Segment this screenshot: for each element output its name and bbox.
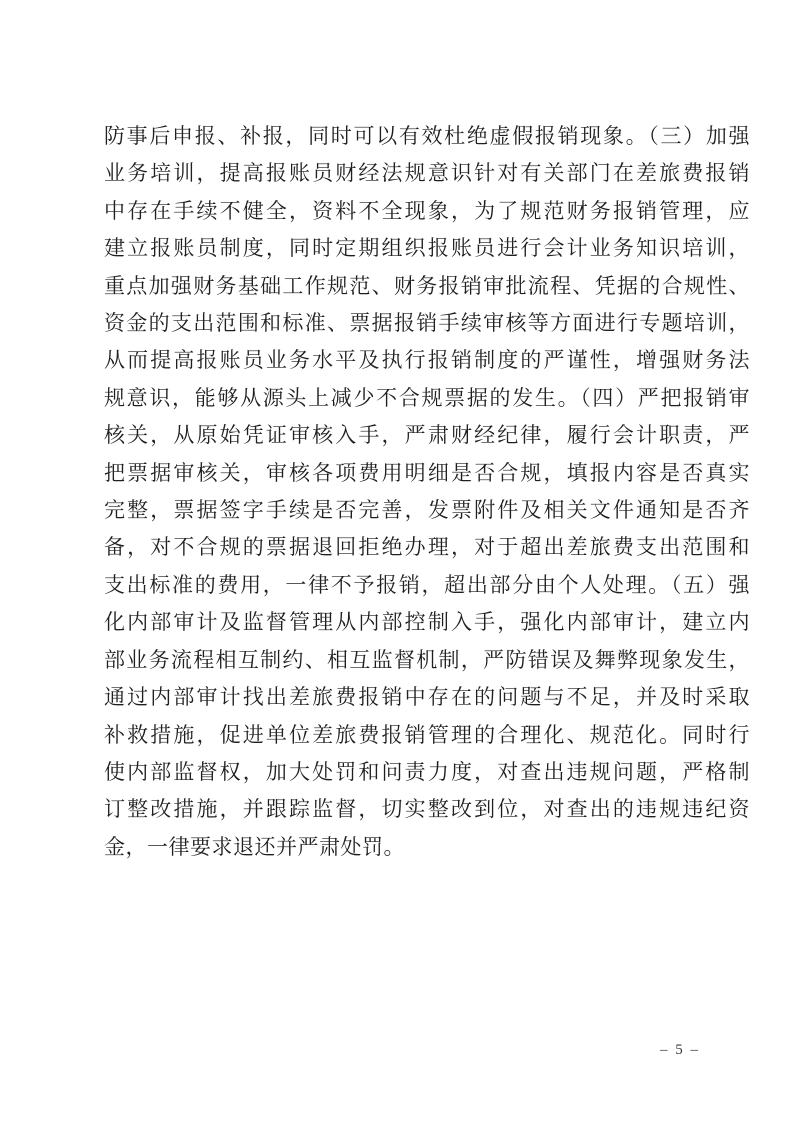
text-line: 完整，票据签字手续是否完善，发票附件及相关文件通知是否齐 (104, 498, 750, 523)
text-line: 从而提高报账员业务水平及执行报销制度的严谨性，增强财务法 (104, 348, 750, 373)
text-line: 把票据审核关，审核各项费用明细是否合规，填报内容是否真实 (104, 460, 750, 485)
text-line: 资金的支出范围和标准、票据报销手续审核等方面进行专题培训， (104, 311, 750, 336)
text-line: 重点加强财务基础工作规范、财务报销审批流程、凭据的合规性、 (104, 273, 750, 298)
text-line: 业务培训，提高报账员财经法规意识针对有关部门在差旅费报销 (104, 161, 750, 186)
text-line: 规意识，能够从源头上减少不合规票据的发生。（四）严把报销审 (104, 385, 750, 410)
text-line: 通过内部审计找出差旅费报销中存在的问题与不足，并及时采取 (104, 685, 750, 710)
text-line: 金，一律要求退还并严肃处罚。 (104, 834, 405, 859)
text-line: 部业务流程相互制约、相互监督机制，严防错误及舞弊现象发生， (104, 647, 750, 672)
text-line: 支出标准的费用，一律不予报销，超出部分由个人处理。（五）强 (104, 572, 750, 597)
text-line: 化内部审计及监督管理从内部控制入手，强化内部审计，建立内 (104, 610, 750, 635)
footer-page-number: – 5 – (660, 1042, 700, 1058)
text-line: 核关，从原始凭证审核入手，严肃财经纪律，履行会计职责，严 (104, 423, 750, 448)
text-line: 中存在手续不健全，资料不全现象，为了规范财务报销管理，应 (104, 198, 750, 223)
text-line: 防事后申报、补报，同时可以有效杜绝虚假报销现象。（三）加强 (104, 124, 750, 148)
text-line: 备，对不合规的票据退回拒绝办理，对于超出差旅费支出范围和 (104, 535, 750, 560)
text-line: 订整改措施，并跟踪监督，切实整改到位，对查出的违规违纪资 (104, 797, 750, 822)
text-line: 建立报账员制度，同时定期组织报账员进行会计业务知识培训， (104, 236, 750, 261)
text-line: 使内部监督权，加大处罚和问责力度，对查出违规问题，严格制 (104, 759, 750, 784)
text-line: 补救措施，促进单位差旅费报销管理的合理化、规范化。同时行 (104, 722, 750, 747)
document-text (104, 118, 750, 866)
